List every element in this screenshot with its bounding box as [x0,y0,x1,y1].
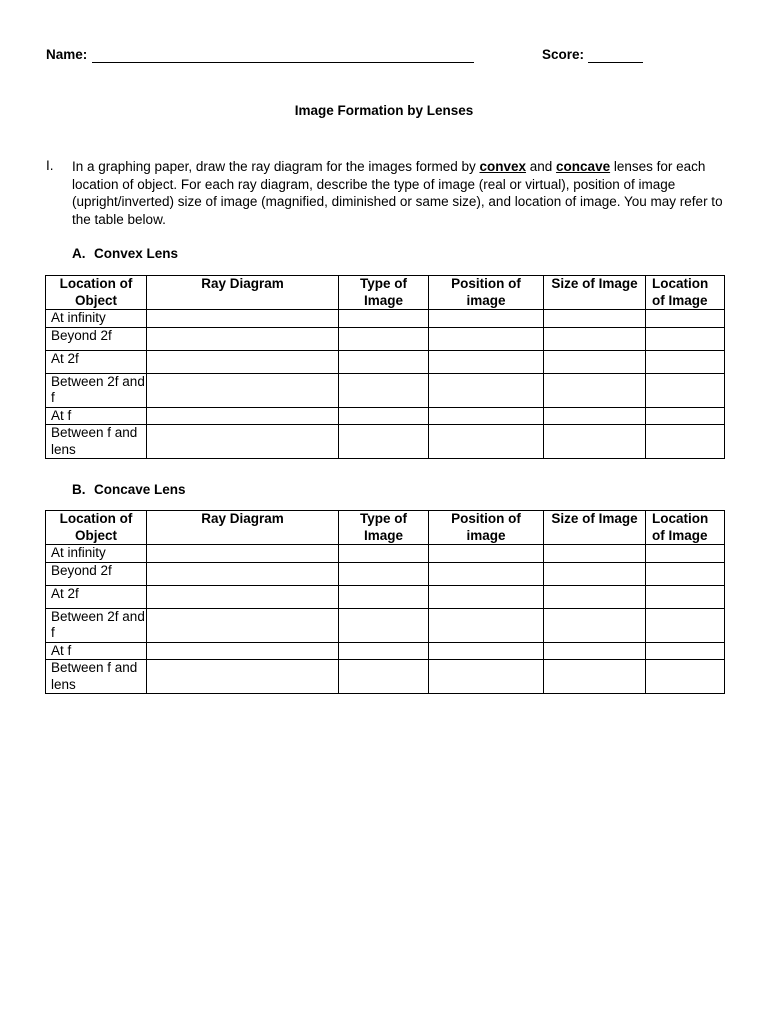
blank-cell[interactable] [147,407,339,425]
blank-cell[interactable] [544,642,646,660]
blank-cell[interactable] [646,373,725,407]
blank-cell[interactable] [339,373,429,407]
column-header: Size of Image [544,276,646,310]
blank-cell[interactable] [646,608,725,642]
blank-cell[interactable] [429,407,544,425]
blank-cell[interactable] [646,425,725,459]
row-label: At 2f [46,585,147,608]
convex-lens-table [45,275,725,459]
instructions-paragraph [72,158,728,228]
blank-cell[interactable] [147,585,339,608]
blank-cell[interactable] [429,373,544,407]
blank-cell[interactable] [147,642,339,660]
blank-cell[interactable] [646,327,725,350]
concave-emphasis: concave [556,159,611,174]
blank-cell[interactable] [339,562,429,585]
document-title: Image Formation by Lenses [294,103,474,118]
table-row [46,350,725,373]
instructions-text-1: In a graphing paper, draw the ray diagram for the images formed by [72,159,480,174]
table-row [46,608,725,642]
blank-cell[interactable] [339,545,429,563]
blank-cell[interactable] [429,608,544,642]
blank-cell[interactable] [429,425,544,459]
blank-cell[interactable] [544,562,646,585]
row-label: Beyond 2f [46,562,147,585]
blank-cell[interactable] [339,660,429,694]
blank-cell[interactable] [646,350,725,373]
row-label: Between 2f and f [46,608,147,642]
blank-cell[interactable] [646,545,725,563]
blank-cell[interactable] [646,660,725,694]
blank-cell[interactable] [429,545,544,563]
row-label: Between 2f and f [46,373,147,407]
blank-cell[interactable] [339,350,429,373]
blank-cell[interactable] [429,562,544,585]
blank-cell[interactable] [429,642,544,660]
row-label: At f [46,642,147,660]
blank-cell[interactable] [544,407,646,425]
row-label: Beyond 2f [46,327,147,350]
blank-cell[interactable] [147,310,339,328]
table-row [46,373,725,407]
score-label: Score: [542,47,585,62]
blank-cell[interactable] [147,545,339,563]
table-row [46,310,725,328]
row-label: At infinity [46,545,147,563]
blank-cell[interactable] [147,562,339,585]
column-header: Position of image [429,276,544,310]
table-row [46,545,725,563]
column-header: Position of image [429,511,544,545]
section-numeral: I. [46,158,54,173]
row-label: At 2f [46,350,147,373]
blank-cell[interactable] [646,585,725,608]
blank-cell[interactable] [339,327,429,350]
blank-cell[interactable] [147,608,339,642]
table-header-row [46,276,725,310]
column-header: Size of Image [544,511,646,545]
blank-cell[interactable] [339,585,429,608]
blank-cell[interactable] [339,608,429,642]
table-row [46,562,725,585]
column-header: Location of Object [46,276,147,310]
score-blank-line[interactable] [588,62,643,63]
blank-cell[interactable] [339,407,429,425]
row-label: Between f and lens [46,425,147,459]
column-header: Location of Image [646,276,725,310]
table-row [46,660,725,694]
table-row [46,642,725,660]
blank-cell[interactable] [147,350,339,373]
table-row [46,425,725,459]
convex-letter: A. [72,246,86,261]
row-label: Between f and lens [46,660,147,694]
blank-cell[interactable] [339,642,429,660]
concave-lens-table [45,510,725,694]
blank-cell[interactable] [147,327,339,350]
concave-letter: B. [72,482,86,497]
column-header: Ray Diagram [147,511,339,545]
table-header-row [46,511,725,545]
column-header: Ray Diagram [147,276,339,310]
blank-cell[interactable] [544,425,646,459]
concave-lens-heading [72,482,186,497]
blank-cell[interactable] [544,310,646,328]
column-header: Type of Image [339,511,429,545]
blank-cell[interactable] [429,310,544,328]
table-row [46,585,725,608]
blank-cell[interactable] [429,327,544,350]
instructions-text-2: lenses for each location of object. For each ray diagram, describe the type of image (real or virtual), position of image (upright/inverted) size of image (magnified, diminished or same size), and location of image. You may refer to the table below. [72,159,723,227]
concave-heading-text: Concave Lens [94,482,186,497]
row-label: At infinity [46,310,147,328]
blank-cell[interactable] [646,310,725,328]
blank-cell[interactable] [147,425,339,459]
blank-cell[interactable] [544,585,646,608]
blank-cell[interactable] [544,545,646,563]
convex-heading-text: Convex Lens [94,246,179,261]
blank-cell[interactable] [339,310,429,328]
blank-cell[interactable] [544,660,646,694]
blank-cell[interactable] [646,407,725,425]
table-row [46,407,725,425]
blank-cell[interactable] [429,585,544,608]
blank-cell[interactable] [544,373,646,407]
table-row [46,327,725,350]
name-blank-line[interactable] [92,62,474,63]
blank-cell[interactable] [339,425,429,459]
blank-cell[interactable] [544,608,646,642]
blank-cell[interactable] [429,660,544,694]
blank-cell[interactable] [147,373,339,407]
convex-lens-heading [72,246,178,261]
blank-cell[interactable] [544,350,646,373]
column-header: Location of Image [646,511,725,545]
column-header: Type of Image [339,276,429,310]
name-label: Name: [46,47,88,62]
blank-cell[interactable] [646,562,725,585]
row-label: At f [46,407,147,425]
convex-emphasis: convex [479,159,527,174]
column-header: Location of Object [46,511,147,545]
blank-cell[interactable] [646,642,725,660]
blank-cell[interactable] [544,327,646,350]
instructions-and: and [526,159,557,174]
blank-cell[interactable] [147,660,339,694]
blank-cell[interactable] [429,350,544,373]
